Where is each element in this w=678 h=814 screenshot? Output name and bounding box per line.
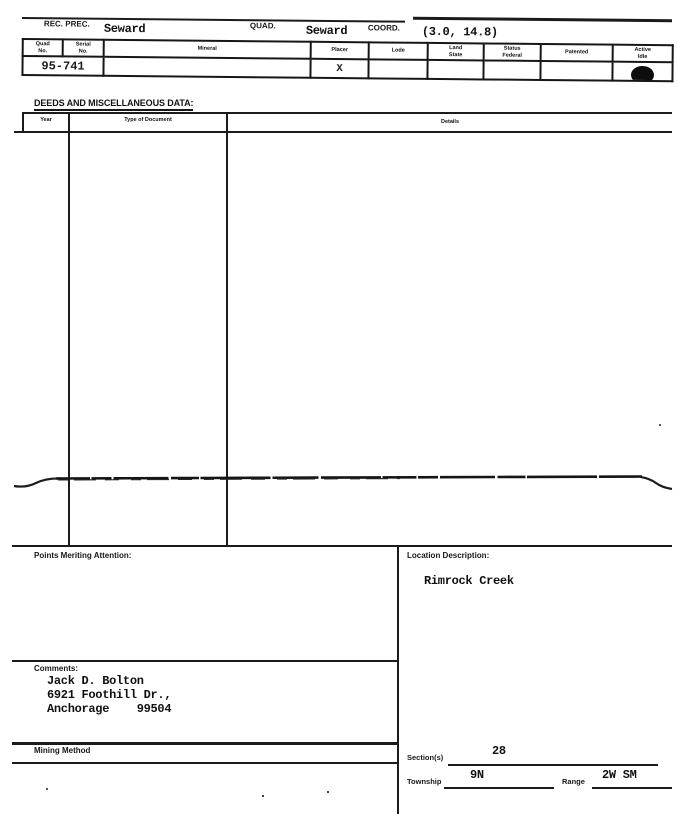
cell-placer: X	[310, 59, 368, 79]
cell-mineral	[103, 57, 310, 78]
comments-label: Comments:	[34, 664, 79, 673]
scan-speck	[46, 788, 48, 790]
col-serial-no: Serial No.	[63, 39, 104, 56]
range-underline	[592, 787, 672, 789]
township-value: 9N	[470, 768, 484, 782]
township-underline	[444, 787, 554, 789]
deeds-col-type-of-document: Type of Document	[124, 117, 172, 123]
mining-method-label: Mining Method	[34, 746, 91, 755]
scan-fold-artifact-line	[0, 455, 678, 505]
col-land-state: Land State	[428, 43, 484, 61]
deeds-section-title: DEEDS AND MISCELLANEOUS DATA:	[34, 98, 193, 111]
bottom-section-top-rule	[12, 545, 672, 547]
col-status-federal: Status Federal	[484, 43, 541, 61]
scan-speck	[262, 795, 264, 797]
coord-label: COORD.	[367, 23, 400, 33]
points-meriting-attention-label: Points Meriting Attention:	[34, 551, 132, 560]
mining-method-bottom-rule	[12, 762, 398, 764]
comments-line-2: 6921 Foothill Dr.,	[47, 688, 172, 702]
claim-header-block	[0, 0, 678, 96]
rec-prec-label: REC. PREC.	[43, 19, 90, 29]
quad-label: QUAD.	[249, 21, 276, 31]
comments-line-1: Jack D. Bolton	[47, 674, 144, 688]
comments-top-rule	[12, 660, 398, 662]
deeds-col-year: Year	[40, 117, 52, 123]
rec-prec-value: Seward	[103, 21, 146, 37]
vertical-section-divider	[397, 545, 399, 814]
scan-speck	[327, 791, 329, 793]
location-description-label: Location Description:	[407, 551, 490, 560]
deeds-col-details: Details	[440, 119, 460, 125]
cell-lode	[368, 59, 427, 79]
col-mineral: Mineral	[104, 40, 311, 59]
range-value: 2W SM	[602, 768, 637, 782]
sections-label: Section(s)	[407, 753, 444, 762]
cell-land-state	[427, 60, 483, 80]
mining-method-top-rule	[12, 742, 398, 745]
deeds-header-top-rule	[22, 112, 672, 114]
coord-value: (3.0, 14.8)	[421, 24, 498, 40]
col-lode: Lode	[369, 42, 428, 60]
claim-record-table	[21, 38, 673, 82]
sections-value: 28	[492, 744, 506, 758]
township-label: Township	[407, 777, 442, 786]
top-rule-right	[413, 17, 672, 22]
comments-line-3: Anchorage 99504	[47, 702, 172, 716]
col-placer: Placer	[311, 42, 369, 60]
deeds-header-bottom-rule	[14, 131, 672, 133]
cell-patented	[540, 61, 612, 81]
col-quad-no: Quad No.	[23, 39, 63, 56]
cell-active-idle	[612, 62, 672, 82]
sections-underline	[448, 764, 658, 766]
scan-speck	[659, 424, 661, 426]
quad-value: Seward	[305, 23, 348, 39]
cell-status-federal	[483, 60, 540, 80]
location-description-value: Rimrock Creek	[424, 574, 514, 588]
col-active-idle: Active Idle	[613, 45, 673, 63]
col-patented: Patented	[541, 44, 613, 62]
range-label: Range	[562, 777, 585, 786]
active-idle-stamp-mark	[631, 66, 654, 81]
cell-quad-serial: 95-741	[22, 56, 103, 76]
